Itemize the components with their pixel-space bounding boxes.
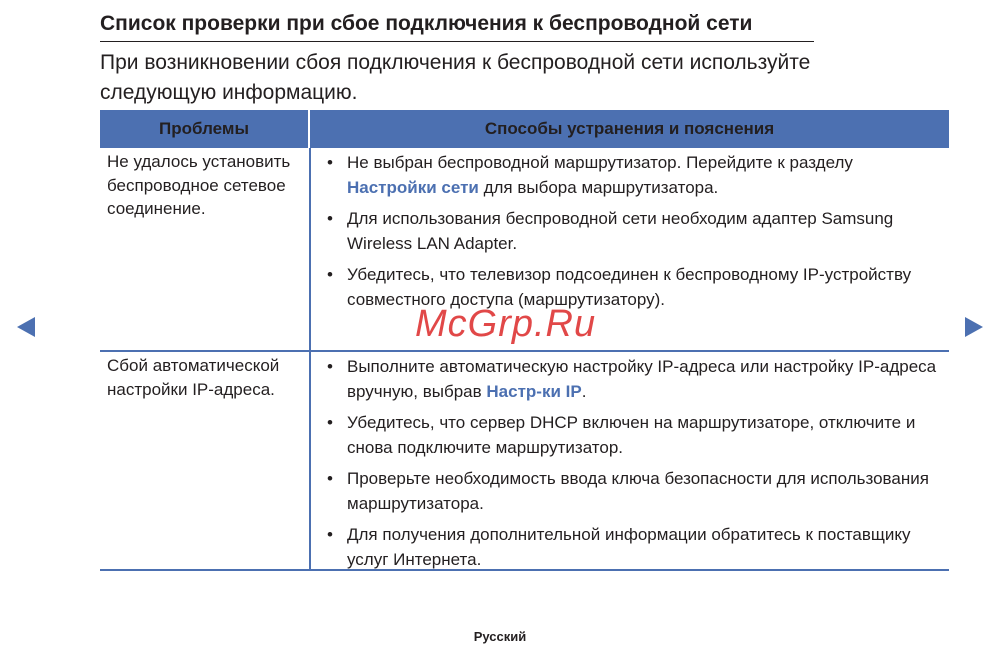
bullet-icon: • bbox=[327, 209, 333, 228]
intro-text: При возникновении сбоя подключения к беспроводной сети используйте следующую информацию. bbox=[100, 51, 811, 104]
bullet-icon: • bbox=[327, 357, 333, 376]
list-item: • Проверьте необходимость ввода ключа безопасности для использования маршрутизатора. bbox=[311, 467, 939, 516]
bullet-icon: • bbox=[327, 413, 333, 432]
next-page-icon[interactable] bbox=[965, 317, 983, 337]
troubleshooting-table bbox=[100, 110, 949, 571]
header-problems: Проблемы bbox=[100, 110, 310, 148]
list-item: • Выполните автоматическую настройку IP-адреса или настройку IP-адреса вручную, выбрав Настр-ки IP. bbox=[311, 355, 939, 404]
bullet-icon: • bbox=[327, 153, 333, 172]
list-item: • Не выбран беспроводной маршрутизатор. Перейдите к разделу Настройки сети для выбора маршрутизатора. bbox=[311, 151, 939, 200]
page-language-footer: Русский bbox=[473, 629, 527, 644]
page-title: Список проверки при сбое подключения к беспроводной сети bbox=[100, 10, 814, 42]
problem-cell: Не удалось установить беспроводное сетевое соединение. bbox=[100, 148, 311, 350]
network-settings-link[interactable]: Настройки сети bbox=[347, 177, 479, 197]
list-item: • Для получения дополнительной информации обратитесь к поставщику услуг Интернета. bbox=[311, 523, 939, 572]
bullet-icon: • bbox=[327, 525, 333, 544]
solution-cell bbox=[311, 352, 949, 569]
list-item: • Для использования беспроводной сети необходим адаптер Samsung Wireless LAN Adapter. bbox=[311, 207, 939, 256]
previous-page-icon[interactable] bbox=[17, 317, 35, 337]
table-header bbox=[100, 110, 949, 148]
table-row bbox=[100, 148, 949, 352]
header-solutions: Способы устранения и пояснения bbox=[484, 119, 775, 138]
watermark: McGrp.Ru bbox=[415, 303, 597, 345]
list-item: • Убедитесь, что сервер DHCP включен на маршрутизаторе, отключите и снова подключите маршрутизатор. bbox=[311, 411, 939, 460]
solution-cell bbox=[311, 148, 949, 350]
ip-settings-link[interactable]: Настр-ки IP bbox=[486, 381, 582, 401]
bullet-icon: • bbox=[327, 265, 333, 284]
list-item: • Убедитесь, что телевизор подсоединен к беспроводному IP-устройству совместного доступа (маршрутизатору). bbox=[311, 263, 939, 312]
problem-cell: Сбой автоматической настройки IP-адреса. bbox=[100, 352, 311, 569]
table-row bbox=[100, 352, 949, 571]
bullet-icon: • bbox=[327, 469, 333, 488]
